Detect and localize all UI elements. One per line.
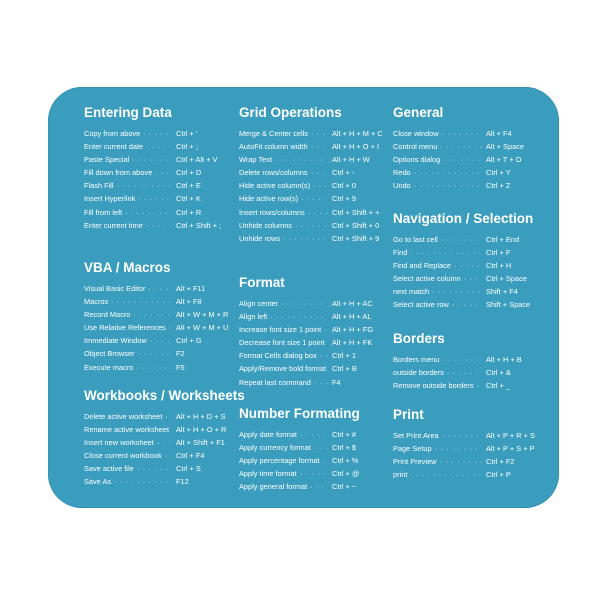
mouse-pad <box>48 87 559 508</box>
shortcut-key: Ctrl + R <box>176 207 202 217</box>
leader-dots: · · · · · · · <box>442 431 480 440</box>
shortcut-key: Ctrl + - <box>332 168 355 178</box>
shortcut-label: Enter current time <box>84 220 143 230</box>
leader-dots: · · · <box>310 482 325 492</box>
shortcut-label: Insert Hyperlink <box>84 194 136 204</box>
shortcut-label: Apply time format <box>239 469 297 479</box>
shortcut-row <box>393 235 533 248</box>
shortcut-key: Alt + H + FG <box>332 325 374 335</box>
leader-dots: · · · · · · · · <box>283 233 327 243</box>
shortcut-row <box>393 457 515 470</box>
shortcut-key: Ctrl + Z <box>486 181 511 191</box>
leader-dots: · · · · · · · <box>133 310 171 320</box>
shortcut-key: Alt + H + O + I <box>332 142 380 152</box>
shortcut-label: Unhide columns <box>239 220 292 230</box>
shortcut-label: Use Relative References <box>84 323 166 333</box>
leader-dots: · · · <box>311 168 326 178</box>
shortcut-label: Remove outside borders <box>393 381 474 391</box>
shortcut-key: Ctrl + ' <box>176 129 198 138</box>
section-grid-operations <box>239 105 383 247</box>
shortcut-key: Alt + F4 <box>486 129 512 138</box>
shortcut-row <box>84 220 222 234</box>
leader-dots: · · · <box>464 274 479 284</box>
shortcut-key: Ctrl + Shift + + <box>332 207 380 217</box>
shortcut-key: Ctrl + Alt + V <box>176 155 218 165</box>
leader-dots: · · · · · · <box>138 349 170 359</box>
shortcut-row <box>239 168 355 181</box>
leader-dots: · · · · · <box>301 194 327 204</box>
shortcut-key: Alt + T + O <box>486 155 522 165</box>
shortcut-row <box>393 381 511 394</box>
shortcut-row <box>239 207 380 221</box>
leader-dots: · · · · · <box>300 430 326 439</box>
leader-dots: · · · <box>155 168 170 178</box>
shortcut-row <box>84 181 201 194</box>
shortcut-key: Ctrl + F <box>486 248 511 258</box>
section-vba-macros <box>84 260 229 376</box>
section-title: Grid Operations <box>239 105 342 120</box>
shortcut-row <box>84 362 185 376</box>
shortcut-list <box>84 412 245 491</box>
shortcut-key: Ctrl + 0 <box>332 181 357 191</box>
shortcut-key: Alt + F11 <box>176 284 206 293</box>
shortcut-row <box>239 220 380 234</box>
shortcut-key: Alt + H + FK <box>332 338 373 348</box>
section-title: Workbooks / Worksheets <box>84 388 245 403</box>
leader-dots: · · · · · · · · <box>281 299 325 308</box>
shortcut-row <box>393 129 512 142</box>
section-entering-data <box>84 105 222 234</box>
shortcut-list <box>393 129 525 194</box>
shortcut-row <box>393 274 533 287</box>
shortcut-key: F4 <box>332 377 341 387</box>
shortcut-label: Close window <box>393 129 439 138</box>
shortcut-key: Alt + P + S + P <box>486 444 535 454</box>
shortcut-label: Select active row <box>393 300 449 310</box>
shortcut-row <box>239 482 360 495</box>
shortcut-label: Options dialog <box>393 155 441 165</box>
shortcut-row <box>393 470 511 483</box>
shortcut-label: Apply currency format <box>239 443 311 453</box>
shortcut-label: Visual Basic Editor <box>84 284 146 293</box>
shortcut-label: Borders menu <box>393 355 440 364</box>
leader-dots: · · · · · · · · · · · · · <box>410 248 482 258</box>
shortcut-label: Record Macro <box>84 310 131 320</box>
shortcut-label: Repeat last command <box>239 377 311 387</box>
shortcut-key: Alt + H + B <box>486 355 522 364</box>
shortcut-label: Enter current date <box>84 142 144 152</box>
shortcut-row <box>239 456 360 469</box>
shortcut-key: Ctrl + 1 <box>332 351 357 361</box>
shortcut-key: Alt + W + M + R <box>176 310 229 320</box>
shortcut-label: Increase font size 1 point <box>239 325 322 335</box>
shortcut-key: Ctrl + ~ <box>332 482 357 492</box>
shortcut-key: Alt + P + R + S <box>486 431 535 440</box>
shortcut-row <box>84 425 245 438</box>
shortcut-row <box>84 412 245 425</box>
shortcut-key: F5 <box>176 362 185 372</box>
leader-dots: · · · · · <box>300 469 326 479</box>
leader-dots: · · · · · <box>143 129 169 138</box>
leader-dots: · <box>169 323 173 333</box>
shortcut-row <box>84 129 198 142</box>
shortcut-label: Control menu <box>393 142 438 152</box>
shortcut-row <box>84 310 229 323</box>
shortcut-key: Ctrl + G <box>176 336 202 346</box>
leader-dots: · · · · · · · · <box>440 142 484 152</box>
shortcut-row <box>84 207 202 221</box>
shortcut-label: Fill down from above <box>84 168 153 178</box>
shortcut-key: Ctrl + F2 <box>486 457 515 467</box>
shortcut-label: Page Setup <box>393 444 432 454</box>
section-general <box>393 105 525 194</box>
shortcut-list <box>393 355 522 394</box>
leader-dots: · · · · · <box>146 142 172 152</box>
shortcut-row <box>239 312 372 325</box>
leader-dots: · · · · · · · · · <box>432 287 481 297</box>
shortcut-key: Shift + Space <box>486 300 531 310</box>
leader-dots: · · · · · · · · <box>440 457 484 467</box>
shortcut-key: Ctrl + B <box>332 364 357 374</box>
shortcut-label: Apply general format <box>239 482 308 492</box>
shortcut-key: Ctrl + % <box>332 456 359 466</box>
section-number-formating <box>239 406 360 495</box>
shortcut-key: Ctrl + Y <box>486 168 511 178</box>
shortcut-label: Fill from left <box>84 207 123 217</box>
shortcut-row <box>84 451 245 464</box>
shortcut-row <box>84 284 206 297</box>
leader-dots: · · · · · · · · <box>435 444 479 454</box>
shortcut-key: Alt + H + AL <box>332 312 372 322</box>
shortcut-row <box>393 181 511 194</box>
shortcut-row <box>84 155 218 168</box>
shortcut-key: Ctrl + E <box>176 181 201 191</box>
shortcut-label: Hide active column(s) <box>239 181 311 191</box>
shortcut-key: Ctrl + S <box>176 464 201 474</box>
section-title: Print <box>393 407 424 422</box>
shortcut-row <box>393 142 525 155</box>
shortcut-key: Alt + Shift + F1 <box>176 438 225 448</box>
leader-dots: · · · · <box>150 336 171 346</box>
leader-dots: · · · · · · · · · · · <box>111 297 172 307</box>
shortcut-row <box>84 142 198 155</box>
shortcut-key: Alt + H + M + C <box>332 129 383 138</box>
shortcut-list <box>239 129 383 247</box>
shortcut-label: Select active column <box>393 274 461 284</box>
leader-dots: · · · <box>314 443 329 453</box>
shortcut-key: Alt + H + AC <box>332 299 373 308</box>
leader-dots: · · · <box>311 129 326 138</box>
shortcut-row <box>84 349 185 362</box>
shortcut-list <box>84 129 222 234</box>
shortcut-list <box>239 299 374 391</box>
shortcut-label: Flash Fill <box>84 181 114 191</box>
shortcut-label: Wrap Text <box>239 155 272 165</box>
leader-dots: · · · · · · · <box>132 155 170 165</box>
leader-dots: · · · <box>157 438 172 448</box>
shortcut-row <box>393 155 522 168</box>
shortcut-label: Close current workbook <box>84 451 162 461</box>
shortcut-row <box>239 155 370 168</box>
shortcut-row <box>84 438 245 451</box>
shortcut-label: Save active file <box>84 464 134 474</box>
shortcut-key: Ctrl + $ <box>332 443 357 453</box>
leader-dots: · <box>324 325 328 335</box>
leader-dots: · · · · · <box>454 261 480 271</box>
leader-dots: · <box>165 451 169 461</box>
shortcut-key: Alt + H + D + S <box>176 412 226 421</box>
leader-dots: · · · · <box>148 284 169 293</box>
shortcut-key: Alt + W + M + U <box>176 323 229 333</box>
leader-dots: · · · · <box>308 207 329 217</box>
shortcut-row <box>393 444 535 457</box>
shortcut-row <box>84 194 201 207</box>
shortcut-row <box>84 336 202 349</box>
shortcut-label: next match <box>393 287 430 297</box>
shortcut-key: Ctrl + _ <box>486 381 511 391</box>
shortcut-list <box>239 430 360 495</box>
shortcut-label: Insert rows/columns <box>239 207 305 217</box>
shortcut-label: Paste Special <box>84 155 130 165</box>
leader-dots: · · · · · · · <box>441 235 479 244</box>
shortcut-label: Set Print Area <box>393 431 439 440</box>
section-title: VBA / Macros <box>84 260 171 275</box>
shortcut-label: Find <box>393 248 408 258</box>
shortcut-row <box>393 287 533 300</box>
shortcut-label: Format Cells dialog box <box>239 351 317 361</box>
shortcut-row <box>239 377 341 391</box>
shortcut-label: Apply percentage format <box>239 456 320 466</box>
shortcut-row <box>239 129 383 142</box>
shortcut-list <box>84 284 229 376</box>
shortcut-row <box>239 194 357 207</box>
section-borders <box>393 331 522 394</box>
shortcut-label: Hide active row(s) <box>239 194 299 204</box>
shortcut-label: outside borders <box>393 368 444 378</box>
shortcut-key: Alt + H + O + R <box>176 425 227 435</box>
shortcut-label: Unhide rows <box>239 233 281 243</box>
leader-dots: · · · · · · · · · <box>275 155 324 165</box>
shortcut-list <box>393 431 535 483</box>
leader-dots: · · · · · · · · · · · · <box>414 181 480 191</box>
shortcut-label: Merge & Center cells <box>239 129 309 138</box>
leader-dots: · · · · · · <box>447 368 479 378</box>
shortcut-label: Find and Replace <box>393 261 451 271</box>
shortcut-key: Ctrl + & <box>486 368 511 378</box>
shortcut-row <box>239 233 380 247</box>
leader-dots: · <box>165 412 169 421</box>
leader-dots: · <box>477 381 481 391</box>
shortcut-label: Execute macro <box>84 362 134 372</box>
shortcut-label: Object Browser <box>84 349 135 359</box>
shortcut-row <box>84 323 229 336</box>
leader-dots: · · · · · · · <box>442 129 480 138</box>
shortcut-row <box>393 355 522 368</box>
shortcut-row <box>239 364 357 377</box>
leader-dots: · · · <box>311 142 326 152</box>
shortcut-row <box>239 325 374 338</box>
shortcut-key: Alt + H + W <box>332 155 370 165</box>
leader-dots: · · · · · · · · · · <box>270 312 325 322</box>
leader-dots: · <box>323 456 327 466</box>
leader-dots: · · · · · · · · · · <box>114 477 169 487</box>
shortcut-label: Copy from above <box>84 129 141 138</box>
shortcut-label: Align left <box>239 312 268 322</box>
shortcut-key: Ctrl + # <box>332 430 357 439</box>
leader-dots: · · · · · · <box>137 464 169 474</box>
leader-dots: · · · · · · · <box>136 362 174 372</box>
leader-dots: · · · <box>313 181 328 191</box>
leader-dots: · · · · · · <box>295 220 327 230</box>
shortcut-label: Apply/Remove bold format <box>239 364 327 374</box>
shortcut-key: Ctrl + Shift + ; <box>176 220 222 230</box>
shortcut-row <box>239 430 360 443</box>
shortcut-label: Delete rows/columns <box>239 168 308 178</box>
section-print <box>393 407 535 483</box>
shortcut-label: Insert new worksheet <box>84 438 154 448</box>
shortcut-row <box>84 477 245 490</box>
shortcut-key: Ctrl + K <box>176 194 201 204</box>
shortcut-label: Apply date format <box>239 430 297 439</box>
shortcut-row <box>84 168 202 181</box>
section-title: Navigation / Selection <box>393 211 534 226</box>
shortcut-row <box>239 443 360 456</box>
section-navigation-selection <box>393 211 533 314</box>
shortcut-label: Save As <box>84 477 112 487</box>
section-title: Format <box>239 275 285 290</box>
section-title: Number Formating <box>239 406 360 421</box>
shortcut-label: Rename active worksheet <box>84 425 170 435</box>
shortcut-label: Decrease font size 1 point <box>239 338 325 348</box>
leader-dots: · · · · · · · · · · <box>117 181 172 191</box>
shortcut-row <box>239 299 373 312</box>
shortcut-row <box>239 142 380 155</box>
shortcut-key: Ctrl + Shift + 9 <box>332 233 380 243</box>
shortcut-row <box>239 338 373 351</box>
shortcut-row <box>84 297 202 310</box>
leader-dots: · · · · · <box>452 300 478 310</box>
leader-dots: · · · · · · · <box>443 155 481 165</box>
shortcut-row <box>393 431 535 444</box>
shortcut-key: Ctrl + 9 <box>332 194 357 204</box>
shortcut-key: Ctrl + H <box>486 261 512 271</box>
shortcut-row <box>393 300 533 313</box>
shortcut-key: Shift + F4 <box>486 287 518 297</box>
section-title: Entering Data <box>84 105 172 120</box>
shortcut-row <box>84 464 245 477</box>
leader-dots: · · · · · · · · <box>125 207 169 217</box>
shortcut-label: Print Preview <box>393 457 437 467</box>
shortcut-label: Go to last cell <box>393 235 438 244</box>
shortcut-key: F2 <box>176 349 185 359</box>
shortcut-row <box>393 248 533 261</box>
shortcut-row <box>239 181 357 194</box>
shortcut-key: F12 <box>176 477 189 487</box>
shortcut-key: Alt + Space <box>486 142 525 152</box>
shortcut-key: Ctrl + D <box>176 168 202 178</box>
leader-dots: · · · · · · · · · · · · · <box>410 470 482 480</box>
shortcut-row <box>393 368 511 381</box>
shortcut-list <box>393 235 533 314</box>
shortcut-label: Undo <box>393 181 411 191</box>
leader-dots: · · · · · · <box>138 194 170 204</box>
shortcut-label: Delete active worksheet <box>84 412 163 421</box>
shortcut-key: Ctrl + P <box>486 470 511 480</box>
shortcut-key: Alt + F8 <box>176 297 202 307</box>
shortcut-row <box>393 261 533 274</box>
shortcut-row <box>239 351 357 364</box>
shortcut-label: Immediate Window <box>84 336 147 346</box>
shortcut-key: Ctrl + Shift + 0 <box>332 220 380 230</box>
shortcut-label: AutoFit column width <box>239 142 308 152</box>
shortcut-label: print <box>393 470 408 480</box>
section-workbooks-worksheets <box>84 388 245 491</box>
section-title: Borders <box>393 331 445 346</box>
shortcut-label: Redo <box>393 168 411 178</box>
leader-dots: · · · · · · · · · · · · <box>414 168 480 178</box>
shortcut-key: Ctrl + ; <box>176 142 198 152</box>
shortcut-label: Macros <box>84 297 109 307</box>
leader-dots: · · · · · <box>146 220 172 230</box>
shortcut-key: Ctrl + F4 <box>176 451 205 461</box>
shortcut-key: Ctrl + Space <box>486 274 527 284</box>
shortcut-label: Align center <box>239 299 279 308</box>
section-title: General <box>393 105 444 120</box>
shortcut-key: Ctrl + @ <box>332 469 360 479</box>
leader-dots: · · · · · · · <box>442 355 480 364</box>
shortcut-key: Ctrl + End <box>486 235 520 244</box>
section-format <box>239 275 374 391</box>
shortcut-row <box>393 168 511 181</box>
leader-dots: · · <box>320 351 329 361</box>
shortcut-row <box>239 469 360 482</box>
leader-dots: · · · <box>314 377 329 387</box>
